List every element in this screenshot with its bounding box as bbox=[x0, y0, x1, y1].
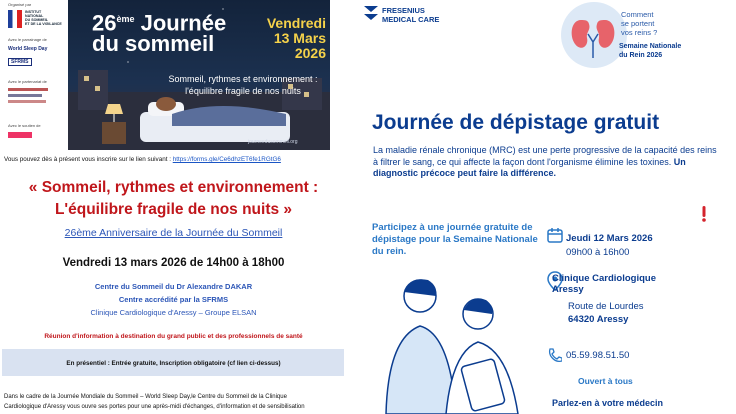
sleep-day-flyer bbox=[0, 0, 347, 414]
calendar-icon bbox=[546, 226, 564, 244]
anniversary-heading: 26ème Anniversaire de la Journée du Sommeil bbox=[64, 227, 283, 239]
event-main-title: « Sommeil, rythmes et environnement : L'équilibre fragile de nos nuits » bbox=[28, 179, 319, 218]
partner-block bbox=[8, 80, 66, 103]
partner-label: Avec le partenariat de bbox=[8, 79, 47, 84]
sponsor-label: Avec le parrainage de bbox=[8, 37, 47, 42]
sponsor-block bbox=[8, 38, 66, 66]
doctor-patient-illustration bbox=[366, 268, 544, 414]
kidney-screening-flyer bbox=[356, 0, 736, 414]
registration-text: Vous pouvez dès à présent vous inscrire sur le lien suivant : bbox=[4, 156, 173, 163]
screening-date: Jeudi 12 Mars 2026 bbox=[566, 233, 653, 244]
registration-link[interactable]: https://forms.gle/Ce6dhzET6fe1RGtG6 bbox=[172, 156, 281, 163]
event-date: Vendredi 13 mars 2026 de 14h00 à 18h00 bbox=[62, 257, 285, 269]
sleep-day-poster bbox=[68, 0, 330, 150]
clinic-postal: 64320 Aressy bbox=[568, 314, 629, 325]
fresenius-brand bbox=[362, 4, 482, 28]
organised-by-label: Organisé par bbox=[8, 2, 32, 7]
institute-name-2: NATIONAL bbox=[25, 13, 44, 18]
center-clinic: Clinique Cardiologique d'Aressy – Groupe ELSAN bbox=[90, 308, 257, 317]
partner-logo-3 bbox=[8, 100, 46, 103]
clinic-phone: 05.59.98.51.50 bbox=[566, 350, 630, 361]
screening-hours: 09h00 à 16h00 bbox=[566, 247, 630, 258]
support-label: Avec le soutien de bbox=[8, 123, 41, 128]
institute-name-1: INSTITUT bbox=[25, 9, 42, 14]
sfrms-logo: SFRMS bbox=[8, 58, 32, 66]
event-description: Dans le cadre de la Journée Mondiale du Sommeil – World Sleep Day,le Centre du Sommeil de la Clinique Cardiologique d'Aressy vous ouvre ses portes pour une après-midi d'échanges, d'information et de sensibilisation bbox=[4, 394, 305, 410]
sponsor-logos-column bbox=[2, 0, 68, 150]
brand-name: FRESENIUS MEDICAL CARE bbox=[382, 6, 440, 24]
open-to-all: Ouvert à tous bbox=[578, 376, 633, 386]
organiser-block bbox=[8, 3, 66, 28]
poster-subtitle: Sommeil, rythmes et environnement : l'équilibre fragile de nos nuits bbox=[168, 74, 318, 96]
partner-logo-2 bbox=[8, 94, 42, 97]
support-block bbox=[8, 124, 66, 138]
presentiel-text: En présentiel : Entrée gratuite, Inscription obligatoire (cf lien ci-dessus) bbox=[66, 360, 281, 367]
poster-date: Vendredi 13 Mars 2026 bbox=[266, 15, 326, 61]
center-name: Centre du Sommeil du Dr Alexandre DAKAR bbox=[94, 282, 253, 291]
partner-logo-1 bbox=[8, 88, 48, 91]
phone-icon bbox=[546, 347, 562, 363]
screening-title: Journée de dépistage gratuit bbox=[372, 111, 660, 134]
alert-icon bbox=[699, 205, 709, 223]
kidney-badge bbox=[561, 2, 627, 68]
institute-name-4: ET DE LA VIGILANCE bbox=[25, 21, 62, 26]
fresenius-logo-icon bbox=[362, 4, 380, 24]
mrc-description: La maladie rénale chronique (MRC) est une perte progressive de la capacité des reins à filtrer le sang, ce qui affecte la façon dont l'organisme élimine les toxines. Un diagnostic précoce peut faire la différence. bbox=[373, 145, 717, 178]
poster-url: journeedusommeil.org bbox=[248, 139, 298, 145]
divider bbox=[347, 0, 356, 414]
registration-line bbox=[4, 156, 346, 163]
poster-title-line2: du sommeil bbox=[92, 31, 215, 56]
support-logo bbox=[8, 132, 32, 138]
poster-title-line1: 26ème Journée bbox=[92, 10, 227, 36]
center-accreditation: Centre accrédité par la SFRMS bbox=[118, 295, 229, 304]
participez-text: Participez à une journée gratuite de dépistage pour la Semaine Nationale du rein. bbox=[372, 222, 538, 257]
speech-bubble: Comment se portent vos reins ? bbox=[621, 10, 658, 37]
clinic-name: Clinique Cardiologique Aressy bbox=[552, 273, 656, 295]
world-sleep-day-logo: World Sleep Day bbox=[8, 45, 48, 52]
institute-logo-icon bbox=[8, 10, 22, 28]
clinic-road: Route de Lourdes bbox=[568, 301, 644, 312]
institute-name-3: DU SOMMEIL bbox=[25, 17, 48, 22]
reunion-info: Réunion d'information à destination du grand public et des professionnels de santé bbox=[44, 333, 303, 340]
talk-to-doctor: Parlez-en à votre médecin bbox=[552, 398, 664, 408]
kidney-icon bbox=[561, 2, 627, 68]
semaine-nationale-label: Semaine Nationale du Rein 2026 bbox=[619, 43, 682, 59]
